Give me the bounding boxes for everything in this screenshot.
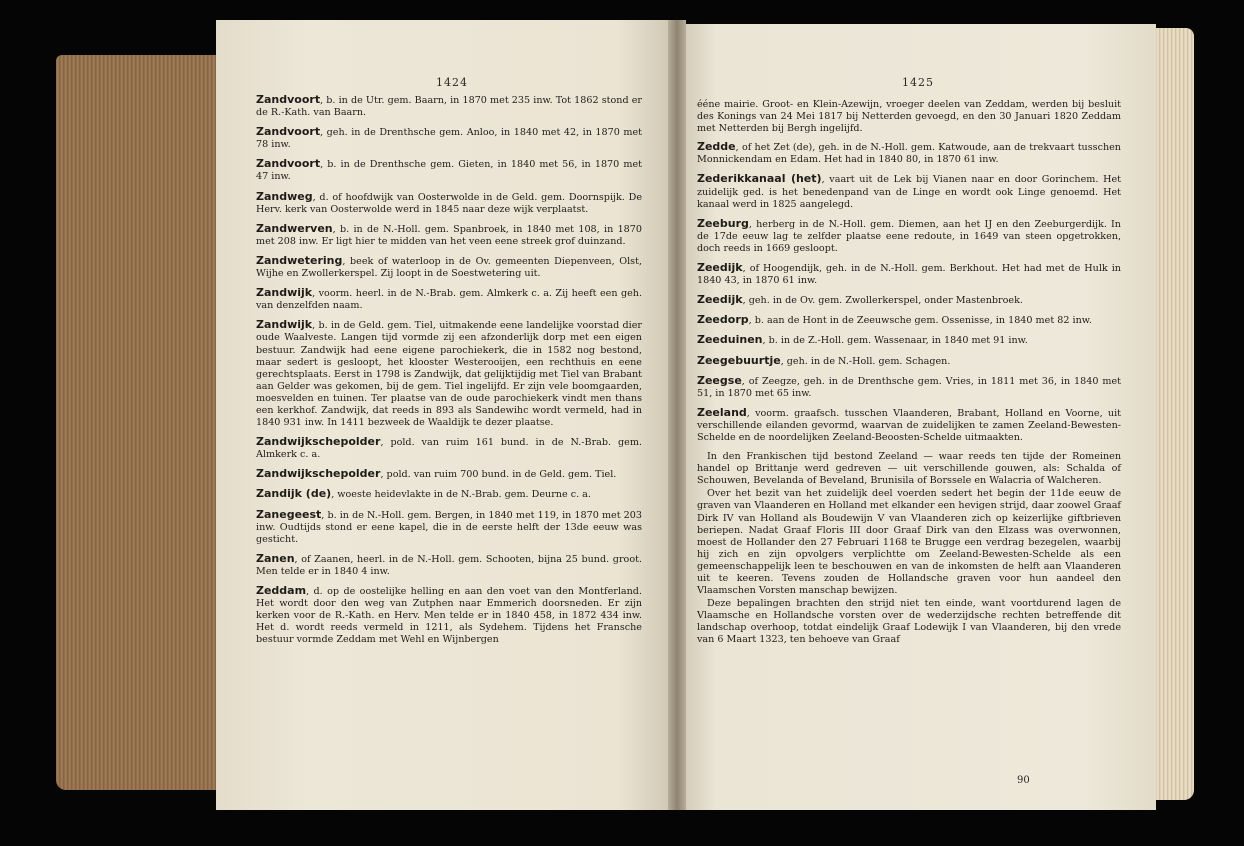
entry-headword: Zeeburg [697, 216, 749, 230]
entry-headword: Zandwetering [256, 253, 343, 267]
right-column [697, 99, 1121, 648]
dictionary-entry [697, 262, 1121, 287]
left-page-number: 1424 [436, 76, 468, 89]
entry-text: , of Hoogendijk, geh. in de N.-Holl. gem. Berkhout. Het had met de Hulk in 1840 43, in 1870 61 inw. [697, 263, 1121, 287]
entry-text: , of het Zet (de), geh. in de N.-Holl. gem. Katwoude, aan de trekvaart tusschen Monnickendam en Edam. Het had in 1840 80, in 1870 61 inw. [697, 142, 1121, 166]
entry-headword: Zandwijk [256, 318, 313, 332]
entry-text: , vaart uit de Lek bij Vianen naar en door Gorinchem. Het zuidelijk ged. is het benedenpand van de Linge en wordt ook Linge genoemd. Het kanaal werd in 1825 aangelegd. [697, 174, 1122, 210]
signature-mark: 90 [1017, 775, 1030, 786]
entry-headword: Zandwijkschepolder [256, 435, 381, 449]
entry-headword: Zandvoort [256, 157, 321, 171]
entry-headword: Zeedijk [697, 293, 743, 307]
entry-headword: Zandvoort [256, 93, 321, 106]
dictionary-entry [256, 509, 642, 546]
entry-headword: Zeedorp [697, 313, 749, 327]
dictionary-entry [256, 319, 642, 429]
body-paragraph: Over het bezit van het zuidelijk deel voerden sedert het begin der 11de eeuw de graven van Vlaanderen en Holland met elkander een hevigen strijd, daar zoowel Graaf Dirk IV van Holland als Boudewijn V van Vlaanderen zich op keizerlijke giftbrieven beriepen. Nadat Graaf Floris III door Graaf Dirk van den Elzass was overwonnen, moest de Hollander den 27 Februari 1168 te Brugge een verdrag bezegelen, waarbij hij zich en zijn opvolgers verplichtte om Zeeland-Bewesten-Schelde als een gemeenschappelijk leen te beschouwen en van de inkomsten de helft aan Vlaanderen uit te keeren. Tevens zouden de Hollandsche graven voor hun aandeel den Vlaamschen Vorsten manschap bewijzen. [697, 488, 1121, 597]
entry-text: , of Zaanen, heerl. in de N.-Holl. gem. Schooten, bijna 25 bund. groot. Men telde er in 1840 4 inw. [256, 553, 642, 577]
entry-text: , voorm. heerl. in de N.-Brab. gem. Almkerk c. a. Zij heeft een geh. van denzelfden naam. [256, 288, 642, 312]
entry-headword: Zandvoort [256, 125, 321, 139]
dictionary-entry [256, 436, 642, 461]
body-paragraph: Deze bepalingen brachten den strijd niet ten einde, want voortdurend lagen de Vlaamsche en Hollandsche vorsten over de wederzijdsche rechten betreffende dit landschap overhoop, totdat eindelijk Graaf Lodewijk I van Vlaanderen, bij den vrede van 6 Maart 1323, ten behoeve van Graaf [697, 598, 1121, 646]
entry-text: , geh. in de Drenthsche gem. Anloo, in 1840 met 42, in 1870 met 78 inw. [256, 127, 642, 151]
dictionary-entry [256, 488, 642, 501]
dictionary-entry [256, 553, 642, 578]
entry-headword: Zandwerven [256, 221, 333, 235]
left-page-edges [56, 55, 226, 790]
entry-text: , d. of hoofdwijk van Oosterwolde in de Geld. gem. Doornspijk. De Herv. kerk van Oosterwolde werd in 1845 naar deze wijk verplaatst. [256, 191, 642, 215]
entry-text: , b. in de Z.-Holl. gem. Wassenaar, in 1840 met 91 inw. [762, 335, 1028, 347]
entry-headword: Zanen [256, 551, 295, 565]
entry-text: , herberg in de N.-Holl. gem. Diemen, aan het IJ en den Zeeburgerdijk. In de 17de eeuw lag te zelfder plaatse eene redoute, in 1649 van steen opgetrokken, doch reeds in 1669 gesloopt. [697, 218, 1121, 254]
entry-headword: Zanegeest [256, 507, 322, 521]
dictionary-entry [256, 468, 642, 481]
entry-headword: Zeeduinen [697, 333, 763, 347]
entry-headword: Zeddam [256, 584, 307, 597]
entry-text: , beek of waterloop in de Ov. gemeenten Diepenveen, Olst, Wijhe en Zwollerkerspel. Zij loopt in de Soestwetering uit. [256, 255, 642, 280]
dictionary-entry [697, 334, 1121, 347]
entry-text: , geh. in de N.-Holl. gem. Schagen. [780, 355, 951, 367]
entry-headword: Zeedijk [697, 261, 743, 275]
dictionary-entry [256, 287, 642, 312]
body-paragraph: In den Frankischen tijd bestond Zeeland — waar reeds ten tijde der Romeinen handel op Brittanje werd gedreven — uit verschillende gouwen, als: Schalda of Schouwen, Bevelanda of Beveland, Brunisila of Borssele en Walacria of Walcheren. [697, 451, 1121, 487]
dictionary-entry [697, 407, 1121, 444]
entry-text: , of Zeegze, geh. in de Drenthsche gem. Vries, in 1811 met 36, in 1840 met 51, in 1870 met 65 inw. [697, 375, 1121, 399]
dictionary-entry [256, 223, 642, 248]
entry-headword: Zeegebuurtje [697, 353, 781, 367]
entry-headword: Zeeland [697, 405, 747, 419]
dictionary-entry [256, 585, 642, 646]
entry-headword: Zeegse [697, 373, 742, 387]
entry-text: , b. in de Geld. gem. Tiel, uitmakende eene landelijke voorstad dier oude Waalveste. Langen tijd vormde zij een afzonderlijk dorp met een eigen bestuur. Zandwijk had eene eigene parochiekerk, die in 1582 nog bestond, maar sedert is gesloopt, het klooster Westerooijen, een rechthuis en eene gerechtsplaats. Eerst in 1798 is Zandwijk, dat gelijktijdig met Tiel van Brabant aan Gelder was gekomen, bij de gem. Tiel ingelijfd. Er zijn vele boomgaarden, moesvelden en tuinen. Ter plaatse van de oude parochiekerk vindt men thans een kerkhof. Zandwijk, dat reeds in 893 als Sandewihc wordt vermeld, had in 1840 931 inw. In 1411 bezweek de Waaldijk te dezer plaatse. [256, 320, 642, 429]
dictionary-entry [697, 375, 1121, 400]
entry-text: , geh. in de Ov. gem. Zwollerkerspel, onder Mastenbroek. [742, 295, 1023, 307]
entry-text: , b. in de Drenthsche gem. Gieten, in 1840 met 56, in 1870 met 47 inw. [256, 159, 642, 183]
entry-headword: Zedde [697, 140, 736, 154]
entry-text: , voorm. graafsch. tusschen Vlaanderen, Brabant, Holland en Voorne, uit verschillende eilanden gevormd, waarvan de zuidelijken te zamen Zeeland-Bewesten-Schelde en de noordelijken Zeeland-Beoosten-Schelde uitmaakten. [697, 407, 1121, 443]
continuation-paragraph: ééne mairie. Groot- en Klein-Azewijn, vroeger deelen van Zeddam, werden bij besluit des Konings van 24 Mei 1817 bij Netterden gevoegd, en den 30 Januari 1820 Zeddam met Netterden bij Bergh ingelijfd. [697, 99, 1121, 135]
dictionary-entry [256, 94, 642, 119]
entry-headword: Zandijk (de) [256, 487, 332, 501]
dictionary-entry [697, 141, 1121, 166]
left-column [256, 94, 642, 653]
dictionary-entry [697, 294, 1121, 307]
dictionary-entry [256, 191, 642, 216]
dictionary-entry [256, 126, 642, 151]
book-gutter [668, 20, 686, 810]
right-page-number: 1425 [902, 76, 934, 89]
dictionary-entry [697, 355, 1121, 368]
entry-text: , b. aan de Hont in de Zeeuwsche gem. Ossenisse, in 1840 met 82 inw. [748, 315, 1092, 327]
entry-headword: Zandweg [256, 189, 313, 203]
entry-headword: Zederikkanaal (het) [697, 172, 822, 186]
dictionary-entry [697, 314, 1121, 327]
entry-text: , b. in de N.-Holl. gem. Bergen, in 1840 met 119, in 1870 met 203 inw. Oudtijds stond er eene kapel, die in de eerste helft der 13de eeuw was gesticht. [256, 509, 642, 545]
entry-headword: Zandwijk [256, 286, 313, 300]
dictionary-entry [256, 158, 642, 183]
entry-text: , b. in de N.-Holl. gem. Spanbroek, in 1840 met 108, in 1870 met 208 inw. Er ligt hier te midden van het veen eene streek grof duinzand. [256, 223, 642, 247]
entry-text: , pold. van ruim 161 bund. in de N.-Brab. gem. Almkerk c. a. [256, 437, 642, 461]
entry-headword: Zandwijkschepolder [256, 467, 381, 481]
entry-text: , d. op de oostelijke helling en aan den voet van den Montferland. Het wordt door den weg van Zutphen naar Emmerich doorsneden. Er zijn kerken voor de R.-Kath. en Herv. Men telde er in 1840 458, in 1872 434 inw. Het d. wordt reeds vermeld in 1211, als Sydehem. Tijdens het Fransche bestuur vormde Zeddam met Wehl en Wijnbergen [256, 586, 642, 646]
dictionary-entry [697, 173, 1121, 210]
entry-text: , b. in de Utr. gem. Baarn, in 1870 met 235 inw. Tot 1862 stond er de R.-Kath. van Baarn. [256, 95, 642, 119]
dictionary-entry [697, 218, 1121, 255]
entry-text: , woeste heidevlakte in de N.-Brab. gem. Deurne c. a. [331, 489, 591, 501]
dictionary-entry [256, 255, 642, 280]
entry-text: , pold. van ruim 700 bund. in de Geld. gem. Tiel. [380, 469, 617, 481]
